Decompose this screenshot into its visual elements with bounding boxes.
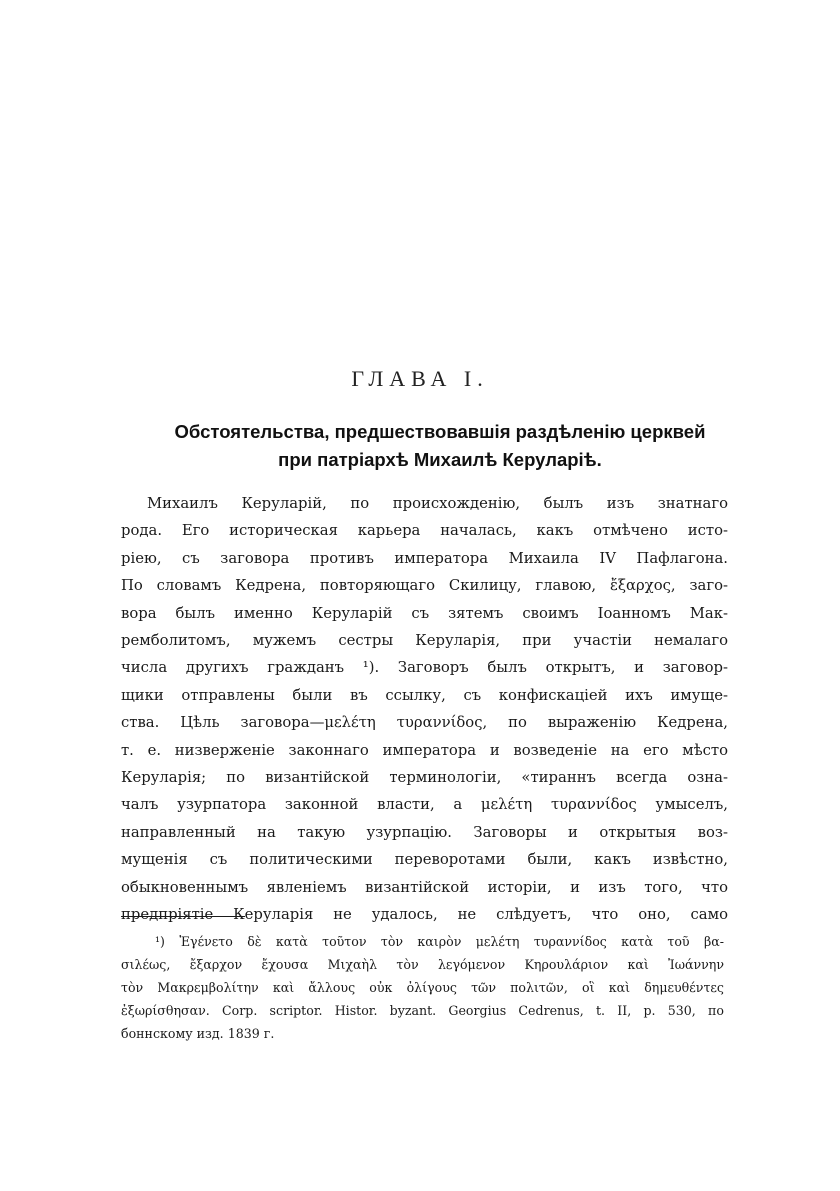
body-line: мущенія съ политическими переворотами были, какъ извѣстно, <box>121 851 728 869</box>
footnote-line: σιλέως, ἔξαρχον ἔχουσα Μιχαὴλ τὸν λεγόμενον Κηρουλάριον καὶ Ἰωάννην <box>121 957 724 972</box>
footnote-line: τὸν Μακρεμβολίτην καὶ ἄλλους οὐκ ὀλίγους τῶν πολιτῶν, οἳ καὶ δημευθέντες <box>121 980 724 995</box>
chapter-title <box>120 418 760 474</box>
body-line: Керуларія; по византійской терминологіи, «тираннъ всегда озна- <box>121 769 728 787</box>
chapter-title-line: при патріархѣ Михаилѣ Керуларіѣ. <box>278 449 602 470</box>
body-line: ства. Цѣль заговора—μελέτη τυραννίδος, по выраженію Кедрена, <box>121 714 728 732</box>
body-line: числа другихъ гражданъ ¹). Заговоръ былъ открытъ, и заговор- <box>121 659 728 677</box>
footnote-line: ἐξωρίσθησαν. Corp. scriptor. Histor. byzant. Georgius Cedrenus, t. II, p. 530, по <box>121 1003 724 1018</box>
footnote <box>121 930 724 1045</box>
body-line: рода. Его историческая карьера началась, какъ отмѣчено исто- <box>121 522 728 540</box>
body-line: обыкновеннымъ явленіемъ византійской исторіи, и изъ того, что <box>121 878 728 896</box>
chapter-heading: ГЛАВА I. <box>351 366 489 391</box>
body-line: Михаилъ Керуларій, по происхожденію, былъ изъ знатнаго <box>147 495 728 512</box>
body-line: направленный на такую узурпацію. Заговоры и открытыя воз- <box>121 823 728 841</box>
footnote-line: ¹) Ἐγένετο δὲ κατὰ τοῦτον τὸν καιρὸν μελέτη τυραννίδος κατὰ τοῦ βα- <box>155 934 724 949</box>
body-line: предпріятіе Керуларія не удалось, не слѣдуетъ, что оно, само <box>121 906 728 924</box>
chapter-title-line: Обстоятельства, предшествовавшія раздѣленію церквей <box>174 421 706 442</box>
body-line: ремболитомъ, мужемъ сестры Керуларія, при участіи немалаго <box>121 632 728 650</box>
body-line: чалъ узурпатора законной власти, а μελέτη τυραννίδος умыселъ, <box>121 796 728 814</box>
body-line: щики отправлены были въ ссылку, съ конфискаціей ихъ имуще- <box>121 686 728 704</box>
body-line: ріею, съ заговора противъ императора Михаила IV Пафлагона. <box>121 549 728 567</box>
body-line: т. е. низверженіе законнаго императора и возведеніе на его мѣсто <box>121 741 728 759</box>
footnote-line: боннскому изд. 1839 г. <box>121 1026 275 1041</box>
body-line: По словамъ Кедрена, повторяющаго Скилицу, главою, ἔξαρχος, заго- <box>121 577 728 595</box>
body-paragraph <box>121 490 728 929</box>
body-line: вора былъ именно Керуларій съ зятемъ своимъ Іоанномъ Мак- <box>121 604 728 622</box>
footnote-divider <box>121 916 245 917</box>
